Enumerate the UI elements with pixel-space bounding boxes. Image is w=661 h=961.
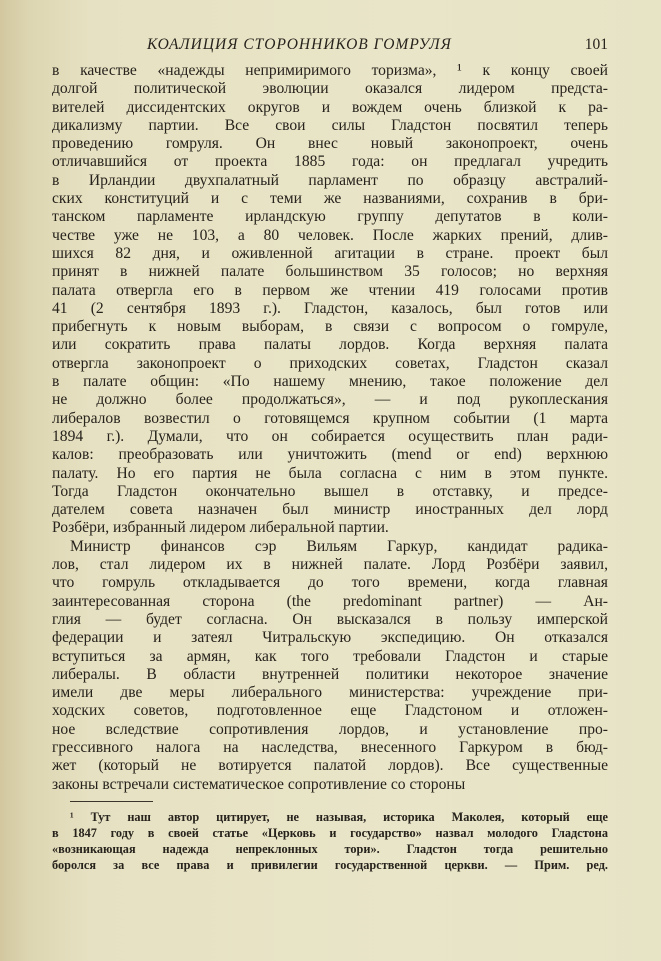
text-line: 41 (2 сентября 1893 г.). Гладстон, казалось, был готов или [52,299,608,317]
running-title: КОАЛИЦИЯ СТОРОННИКОВ ГОМРУЛЯ [147,36,452,53]
text-line: либералы. В области внутренней политики некоторое значение [52,665,608,683]
text-line: в палате общин: «По нашему мнению, такое положение дел [52,373,608,391]
footnote-line: «возникающая надежда непреклонных тори». Гладстон тогда решительно [52,842,608,856]
text-line: палата отвергла его в первом же чтении 419 голосами против [52,281,608,299]
footnote-line: ¹ Тут наш автор цитирует, не называя, историка Маколея, который еще [70,810,608,824]
text-line: законы встречали систематическое сопротивление со стороны [52,775,466,793]
text-line: грессивного налога на наследства, внесенного Гаркуром в бюд- [52,738,608,756]
text-line: ное вследствие сопротивления лордов, и установление про- [52,720,608,738]
text-line: прибегнуть к новым выборам, в связи с вопросом о гомруле, [52,318,608,336]
text-line: Розбёри, избранный лидером либеральной партии. [52,519,389,537]
text-line: ходских советов, подготовленное еще Гладстоном и отложен- [52,702,608,720]
text-line: вступиться за армян, как того требовали Гладстон и старые [52,647,608,665]
text-line: в Ирландии двухпалатный парламент по образцу австралий- [52,171,608,189]
text-line: 1894 г.). Думали, что он собирается осуществить план ради- [52,427,608,445]
text-line: дателем совета назначен был министр иностранных дел лорд [52,501,608,519]
text-line: долгой политической эволюции оказался лидером предста- [52,80,608,98]
text-line: проведению гомруля. Он внес новый законопроект, очень [52,135,608,153]
page-header [52,36,608,58]
text-line: федерации и затеял Читральскую экспедицию. Он отказался [52,629,608,647]
footnote-divider [70,801,153,802]
text-line: лов, стал лидером их в нижней палате. Лорд Розбёри заявил, [52,556,608,574]
text-line: принят в нижней палате большинством 35 голосов; но верхняя [52,263,608,281]
text-line: или сократить права палаты лордов. Когда верхняя палата [52,336,608,354]
text-line: ских конституций и с теми же названиями, сохранив в бри- [52,190,608,208]
page-number: 101 [584,36,608,53]
footnote [52,809,608,873]
text-line: имели две меры либерального министерства: учреждение при- [52,684,608,702]
text-line: калов: преобразовать или уничтожить (mend or end) верхнюю [52,446,608,464]
text-line: танском парламенте ирландскую группу депутатов в коли- [52,208,608,226]
text-line: шихся 82 дня, и оживленной агитации в стране. проект был [52,244,608,262]
text-line: либералов возвестил о готовящемся крупном событии (1 марта [52,409,608,427]
text-line: глия — будет согласна. Он высказался в пользу имперской [52,610,608,628]
text-line: Министр финансов сэр Вильям Гаркур, кандидат радика- [70,537,608,555]
text-line: дикализму партии. Все свои силы Гладстон посвятил теперь [52,116,608,134]
text-line: в качестве «надежды непримиримого торизма», ¹ к концу своей [52,62,608,79]
footnote-line: в 1847 году в своей статье «Церковь и государство» назвал молодого Гладстона [52,826,608,840]
footnote-line: боролся за все права и привилегии государственной церкви. — Прим. ред. [52,858,608,872]
text-line: что гомруль откладывается до того времени, когда главная [52,574,608,592]
text-line: Тогда Гладстон окончательно вышел в отставку, и предсе- [52,482,608,500]
text-line: не должно более продолжаться», — и под рукоплескания [52,391,608,409]
text-line: отличавшийся от проекта 1885 года: он предлагал учредить [52,153,608,171]
text-line: отвергла законопроект о приходских советах, Гладстон сказал [52,354,608,372]
text-line: вителей диссидентских округов и вождем очень близкой к ра- [52,98,608,116]
text-line: заинтересованная сторона (the predominant partner) — Ан- [52,592,608,610]
text-line: палату. Но его партия не была согласна с ним в этом пункте. [52,464,608,482]
text-line: честве уже не 103, а 80 человек. После жарких прений, длив- [52,226,608,244]
text-line: жет (который не вотируется палатой лордов). Все существенные [52,757,608,775]
body-text [52,62,608,794]
